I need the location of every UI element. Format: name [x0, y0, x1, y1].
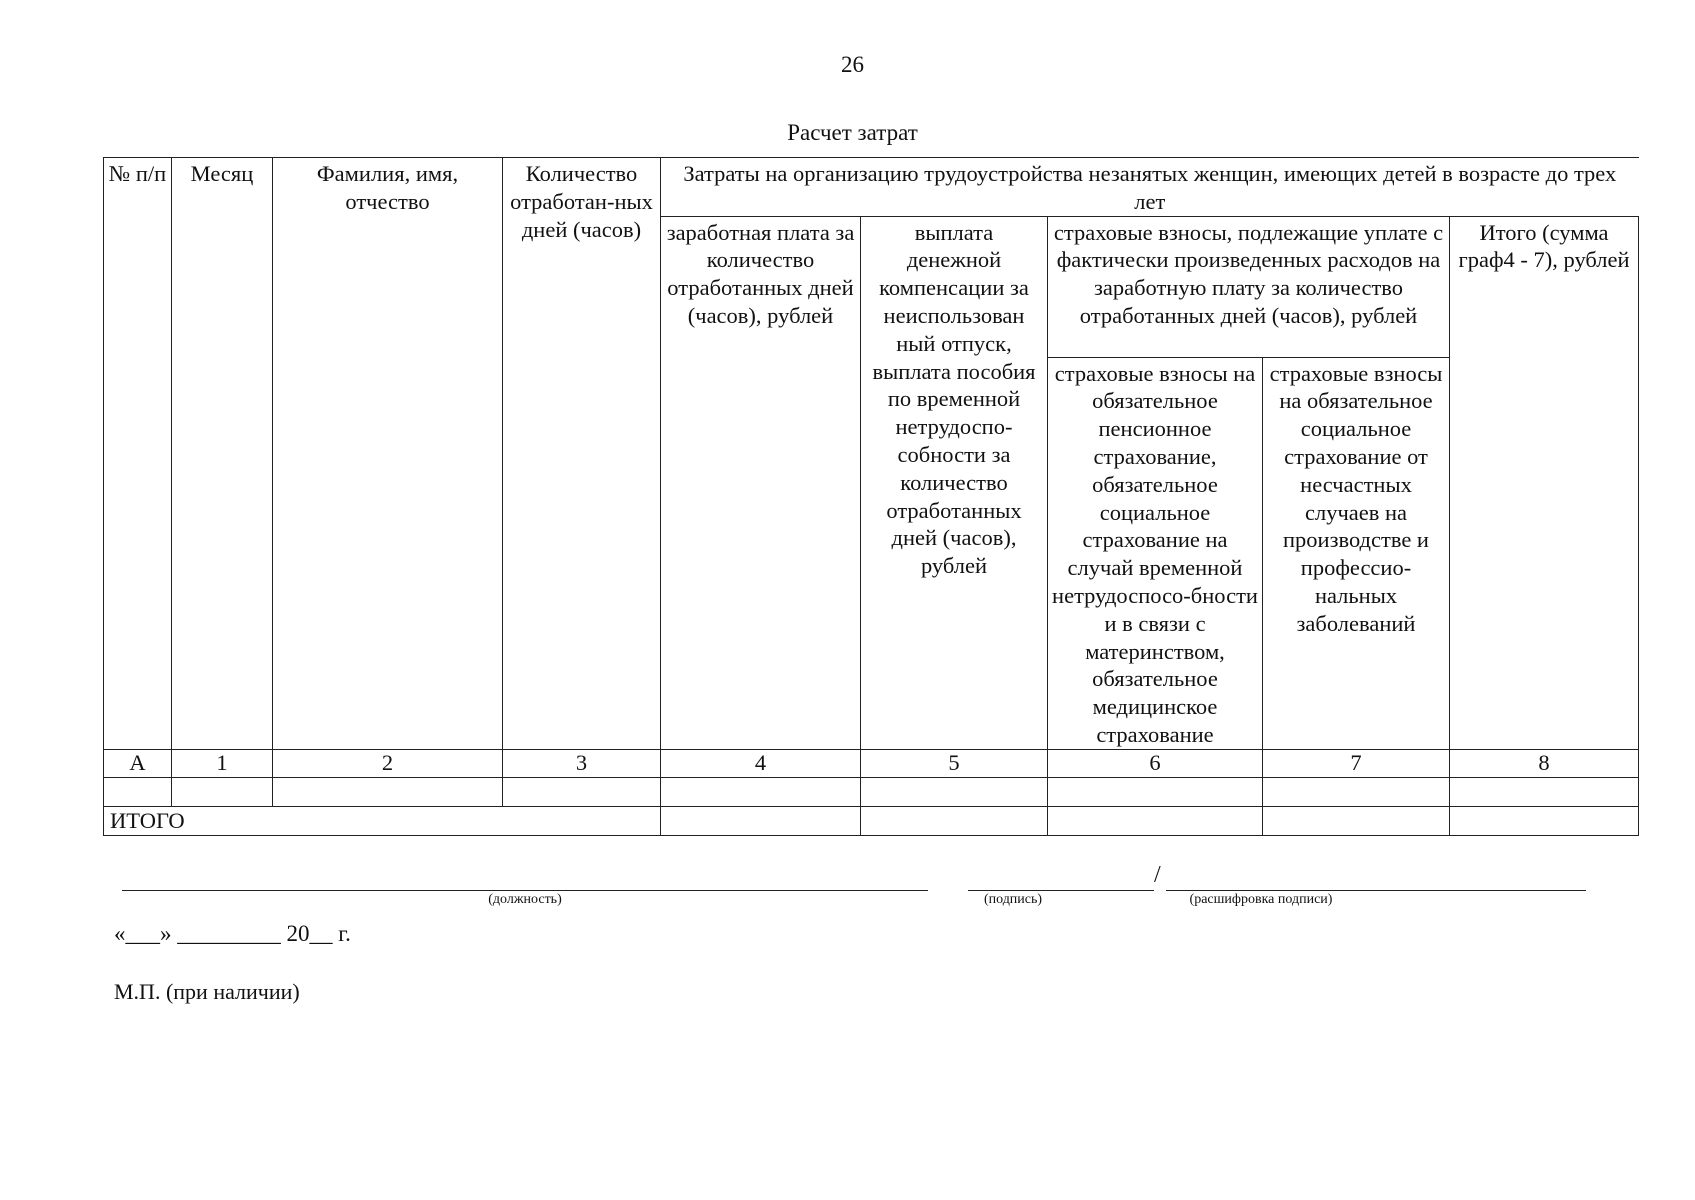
total-cell[interactable] [1263, 806, 1450, 835]
table-cell[interactable] [503, 777, 661, 806]
header-days: Количество отработан-ных дней (часов) [503, 158, 661, 750]
column-number: 3 [503, 749, 661, 777]
table-cell[interactable] [661, 777, 861, 806]
table-cell[interactable] [172, 777, 273, 806]
header-insurance-group: страховые взносы, подлежащие уплате с фактически произведенных расходов на заработную плату за количество отработанных дней (часов), рублей [1048, 216, 1450, 357]
header-fio: Фамилия, имя, отчество [273, 158, 503, 750]
table-cell[interactable] [1263, 777, 1450, 806]
header-costs-group: Затраты на организацию трудоустройства незанятых женщин, имеющих детей в возрасте до трех лет [661, 158, 1639, 217]
column-number: 1 [172, 749, 273, 777]
column-number: 7 [1263, 749, 1450, 777]
header-compensation: выплата денежной компенсации за неиспользован ный отпуск, выплата пособия по временной нетрудоспо-собности за количество отработанных дней (часов), рублей [861, 216, 1048, 749]
total-cell[interactable] [861, 806, 1048, 835]
cost-calculation-table [103, 157, 1639, 836]
decode-line[interactable] [1166, 890, 1586, 891]
header-month: Месяц [172, 158, 273, 750]
table-row [104, 777, 1639, 806]
table-cell[interactable] [104, 777, 172, 806]
column-number: А [104, 749, 172, 777]
column-number: 6 [1048, 749, 1263, 777]
header-salary: заработная плата за количество отработанных дней (часов), рублей [661, 216, 861, 749]
table-cell[interactable] [1048, 777, 1263, 806]
total-cell[interactable] [1450, 806, 1639, 835]
position-line[interactable] [122, 890, 928, 891]
column-number: 5 [861, 749, 1048, 777]
header-total: Итого (сумма граф4 - 7), рублей [1450, 216, 1639, 749]
total-label: ИТОГО [104, 806, 661, 835]
table-cell[interactable] [861, 777, 1048, 806]
column-number: 2 [273, 749, 503, 777]
signature-block [122, 862, 1587, 908]
table-cell[interactable] [273, 777, 503, 806]
header-pension-insurance: страховые взносы на обязательное пенсионное страхование, обязательное социальное страхование на случай временной нетрудоспосо-бности и в связи с материнством, обязательное медицинское страхование [1048, 357, 1263, 749]
signature-separator: / [1154, 862, 1161, 888]
decode-caption: (расшифровка подписи) [1189, 892, 1333, 907]
header-num: № п/п [104, 158, 172, 750]
column-number: 4 [661, 749, 861, 777]
header-accident-insurance: страховые взносы на обязательное социальное страхование от несчастных случаев на производстве и профессио-нальных заболеваний [1263, 357, 1450, 749]
stamp-label: М.П. (при наличии) [114, 979, 300, 1004]
signature-line[interactable] [968, 890, 1154, 891]
date-line: «___» _________ 20__ г. [114, 921, 351, 946]
signature-caption: (подпись) [983, 892, 1043, 907]
total-cell[interactable] [1048, 806, 1263, 835]
column-number: 8 [1450, 749, 1639, 777]
total-row [104, 806, 1639, 835]
page-number: 26 [841, 52, 864, 77]
total-cell[interactable] [661, 806, 861, 835]
table-cell[interactable] [1450, 777, 1639, 806]
position-caption: (должность) [488, 892, 562, 907]
column-number-row [104, 749, 1639, 777]
document-title: Расчет затрат [787, 120, 918, 145]
